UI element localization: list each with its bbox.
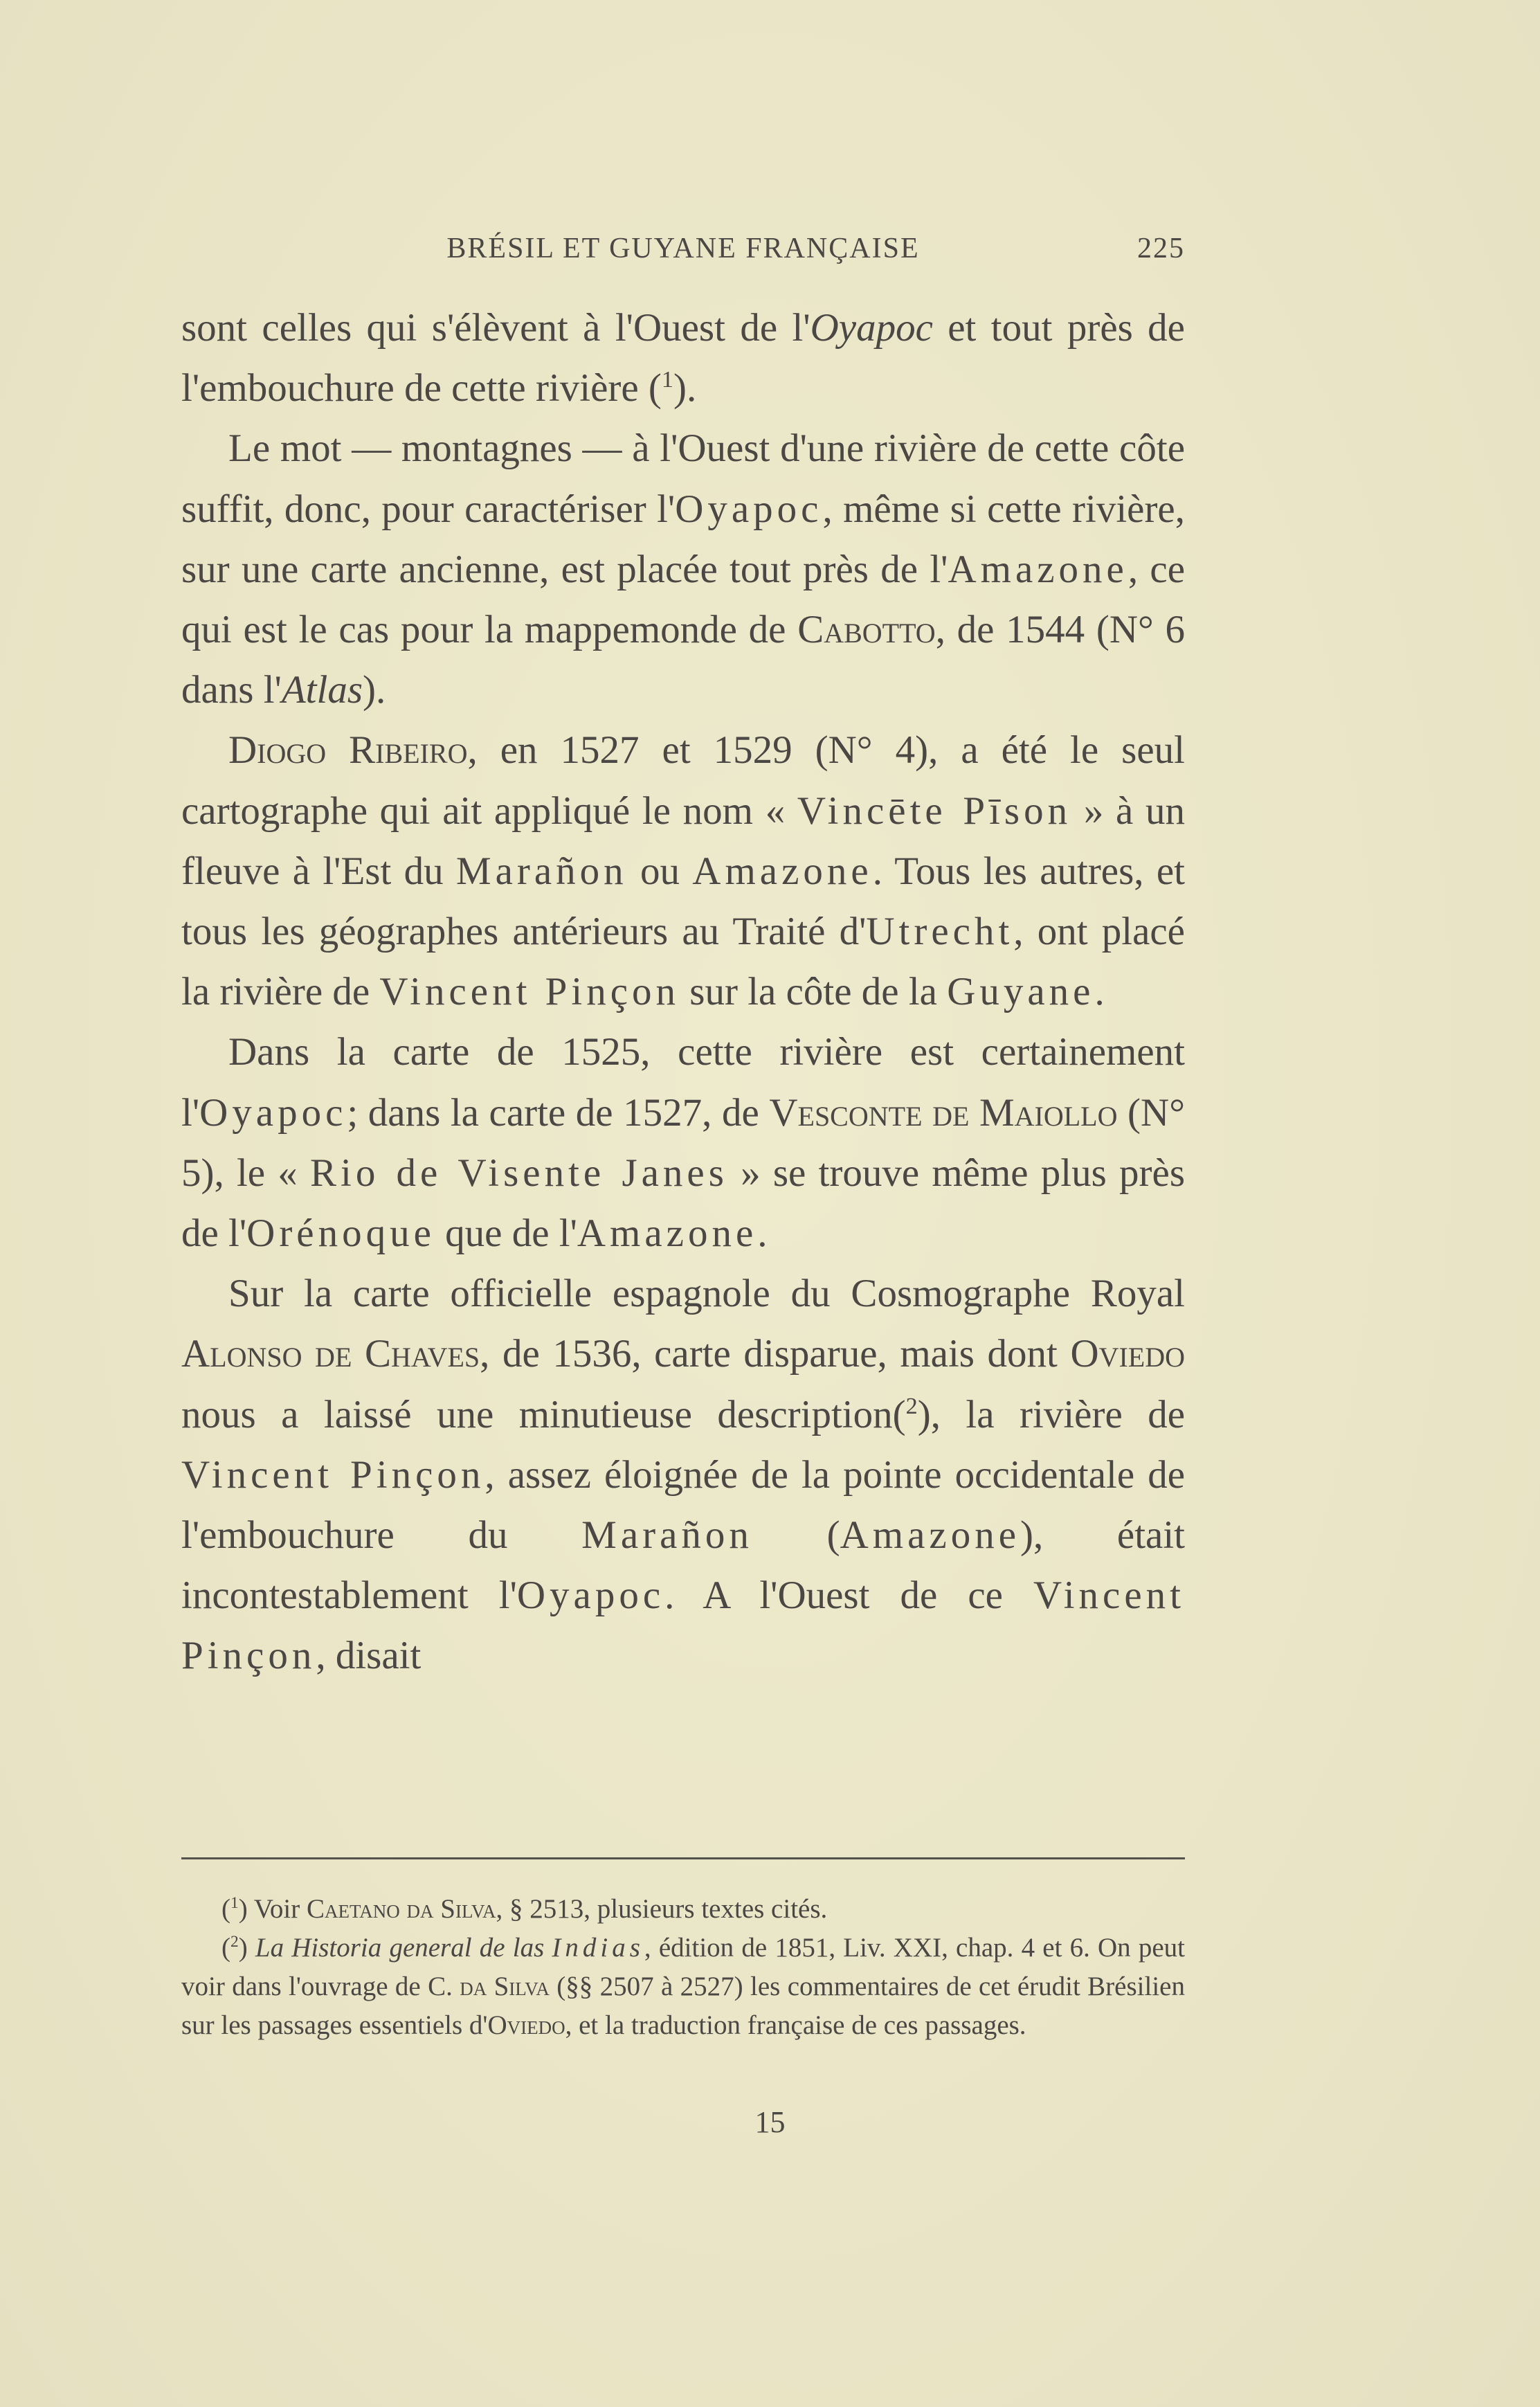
name-vesconte-de-maiollo: Vesconte de Maiollo bbox=[769, 1090, 1118, 1135]
page-header bbox=[181, 232, 1185, 273]
signature-mark: 15 bbox=[754, 2105, 786, 2139]
name-oviedo-footnote: Oviedo bbox=[487, 2010, 565, 2040]
name-diogo-ribeiro: Diogo Ribeiro bbox=[228, 728, 468, 773]
footnote-rule bbox=[181, 1857, 1185, 1859]
footnotes bbox=[181, 1890, 1185, 2045]
paragraph-3: Diogo Ribeiro, en 1527 et 1529 (N° 4), a été le seul cartographe qui ait appliqué le nom « Vincēte Pīson » à un fleuve à l'Est du Marañon ou Amazone. Tous les autres, et tous les géographes antérieurs au Traité d'Utrecht, ont placé la rivière de Vincent Pinçon sur la côte de la Guyane. bbox=[181, 728, 1185, 1014]
name-da-silva: da Silva bbox=[460, 1972, 550, 2001]
name-oviedo: Oviedo bbox=[1070, 1332, 1186, 1376]
body-text bbox=[181, 298, 1185, 1686]
paragraph-5: Sur la carte officielle espagnole du Cosmographe Royal Alonso de Chaves, de 1536, carte disparue, mais dont Oviedo nous a laissé une minutieuse description($^2$), la rivière de Vincent Pinçon, assez éloignée de la pointe occidentale de l'embouchure du Marañon (Amazone), était incontestablement l'Oyapoc. A l'Ouest de ce Vincent Pinçon, disait bbox=[181, 1272, 1186, 1678]
paragraph-2: Le mot — montagnes — à l'Ouest d'une rivière de cette côte suffit, donc, pour caractériser l'Oyapoc, même si cette rivière, sur une carte ancienne, est placée tout près de l'Amazone, ce qui est le cas pour la mappemonde de Cabotto, de 1544 (N° 6 dans l'Atlas). bbox=[181, 426, 1185, 712]
footnote-2: ($^2$) La Historia general de las Indias, édition de 1851, Liv. XXI, chap. 4 et 6. On peut voir dans l'ouvrage de C. da Silva (§§ 2507 à 2527) les commentaires de cet érudit Brésilien sur les passages essentiels d'Oviedo, et la traduction française de ces passages. bbox=[181, 1933, 1185, 2040]
name-alonso-de-chaves: Alonso de Chaves bbox=[181, 1332, 480, 1376]
name-cabotto: Cabotto bbox=[797, 608, 936, 652]
name-caetano-da-silva: Caetano da Silva bbox=[306, 1894, 496, 1924]
running-title: BRÉSIL ET GUYANE FRANÇAISE bbox=[446, 233, 920, 264]
italic-oyapoc: Oyapoc bbox=[810, 306, 933, 350]
italic-atlas: Atlas bbox=[281, 668, 363, 712]
paragraph-4: Dans la carte de 1525, cette rivière est certainement l'Oyapoc; dans la carte de 1527, de Vesconte de Maiollo (N° 5), le « Rio de Visente Janes » se trouve même plus près de l'Orénoque que de l'Amazone. bbox=[181, 1030, 1185, 1256]
page-number: 225 bbox=[1137, 233, 1185, 264]
footnote-1: ($^1$) Voir Caetano da Silva, § 2513, plusieurs textes cités. bbox=[221, 1894, 828, 1924]
footnote-ref-1: 1 bbox=[661, 367, 674, 393]
paragraph-1: sont celles qui s'élèvent à l'Ouest de l'Oyapoc et tout près de l'embouchure de cette rivière ($^1$). bbox=[181, 306, 1185, 411]
footnote-ref-2: 2 bbox=[905, 1393, 918, 1419]
